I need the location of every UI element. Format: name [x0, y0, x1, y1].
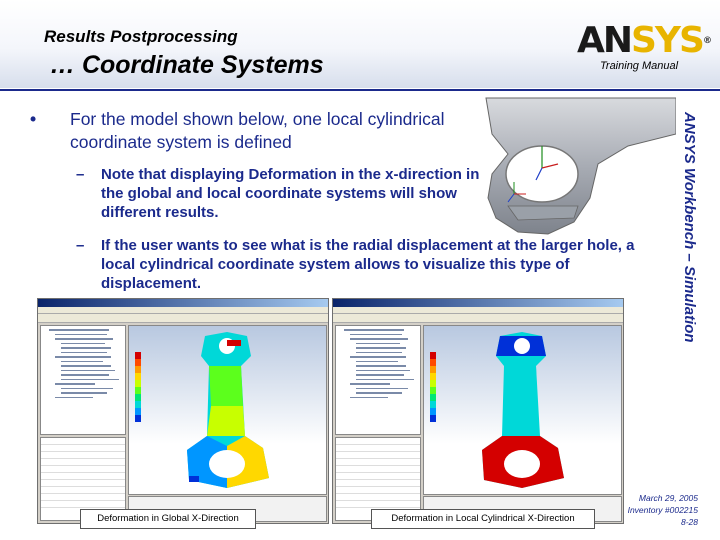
app-menu-bar — [333, 307, 623, 314]
legend-swatch — [430, 415, 436, 422]
color-legend — [430, 352, 436, 422]
logo-dark-text: AN — [577, 20, 631, 61]
legend-swatch — [135, 373, 141, 380]
outline-tree — [335, 325, 421, 435]
legend-swatch — [430, 352, 436, 359]
logo-registered-mark: ® — [702, 36, 712, 46]
graphics-viewport — [423, 325, 622, 495]
training-manual-label: Training Manual — [600, 60, 679, 72]
legend-swatch — [135, 387, 141, 394]
legend-swatch — [135, 366, 141, 373]
sub-bullet-1-dash: – — [76, 166, 85, 183]
caption-global: Deformation in Global X-Direction — [80, 509, 256, 529]
sidebar-vertical-label: ANSYS Workbench – Simulation — [681, 112, 698, 343]
footer-inventory: Inventory #002215 — [627, 505, 698, 515]
app-title-bar — [38, 299, 328, 307]
sub-bullet-1-text: Note that displaying Deformation in the x-direction in the global and local coordinate systems will show different results. — [101, 166, 480, 221]
footer-date: March 29, 2005 — [638, 493, 698, 503]
ansys-logo — [577, 20, 712, 62]
legend-swatch — [135, 408, 141, 415]
screenshot-global-deformation — [37, 298, 329, 524]
legend-swatch — [135, 352, 141, 359]
slide-footer — [594, 492, 698, 528]
legend-swatch — [430, 387, 436, 394]
section-title: Results Postprocessing — [44, 27, 238, 46]
app-toolbar — [38, 314, 328, 323]
connecting-rod-model-image — [478, 94, 676, 240]
sub-bullet-2-text: If the user wants to see what is the radial displacement at the larger hole, a local cylindrical coordinate system allows to visualize this type of displacement. — [101, 237, 635, 292]
color-legend — [135, 352, 141, 422]
caption-local: Deformation in Local Cylindrical X-Direction — [371, 509, 595, 529]
app-toolbar — [333, 314, 623, 323]
legend-swatch — [430, 366, 436, 373]
outline-tree — [40, 325, 126, 435]
rod-contour-local — [482, 332, 564, 488]
header-rule — [0, 89, 720, 91]
legend-swatch — [430, 373, 436, 380]
legend-swatch — [135, 394, 141, 401]
legend-swatch — [135, 380, 141, 387]
legend-swatch — [430, 359, 436, 366]
legend-swatch — [135, 359, 141, 366]
legend-swatch — [430, 408, 436, 415]
legend-swatch — [135, 401, 141, 408]
legend-swatch — [430, 394, 436, 401]
screenshot-local-deformation — [332, 298, 624, 524]
main-bullet-text: For the model shown below, one local cylindrical coordinate system is defined — [70, 109, 445, 152]
graphics-viewport — [128, 325, 327, 495]
footer-page-number: 8-28 — [680, 517, 698, 527]
logo-accent-text: SYS — [631, 20, 703, 61]
app-menu-bar — [38, 307, 328, 314]
slide-title: … Coordinate Systems — [50, 51, 324, 79]
rod-contour-global — [187, 332, 269, 488]
legend-swatch — [430, 380, 436, 387]
legend-swatch — [135, 415, 141, 422]
bullet-marker: • — [30, 109, 37, 129]
app-title-bar — [333, 299, 623, 307]
legend-swatch — [430, 401, 436, 408]
sub-bullet-2-dash: – — [76, 237, 85, 254]
